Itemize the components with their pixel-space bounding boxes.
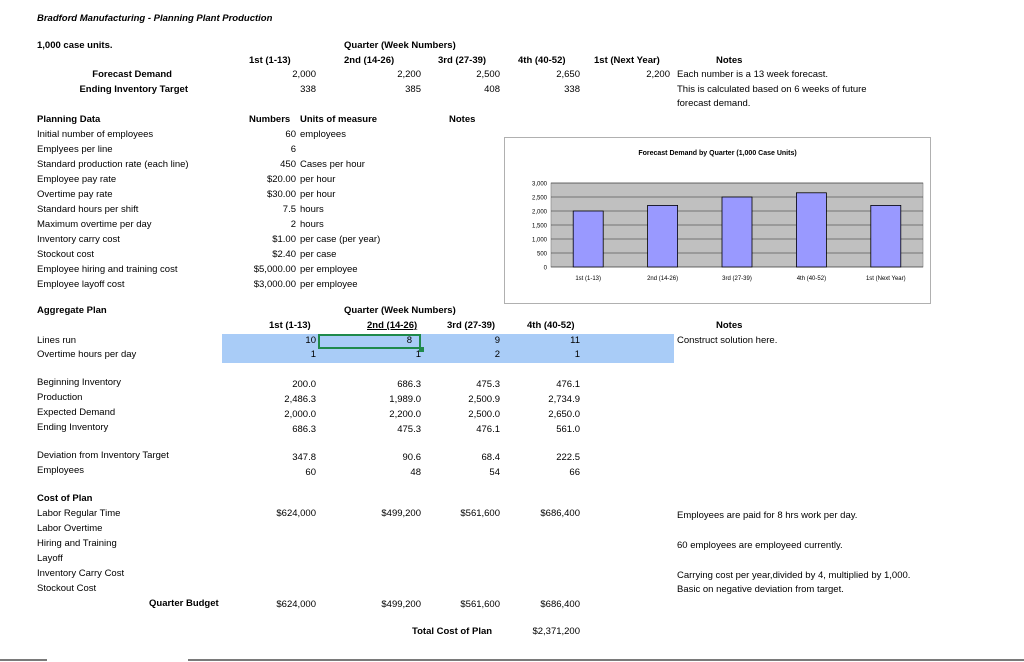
forecast-q3[interactable]: 2,500 [476, 69, 500, 80]
planning-row-unit: per case [300, 249, 337, 260]
overtime-label: Overtime hours per day [37, 349, 137, 360]
planning-row-value[interactable]: $1.00 [272, 234, 296, 245]
chart-bar [871, 205, 901, 267]
planning-row-value[interactable]: $30.00 [266, 189, 296, 200]
budget-q1[interactable]: $624,000 [276, 599, 316, 610]
q1-header: 1st (1-13) [249, 55, 291, 66]
agg-q1-header: 1st (1-13) [269, 320, 311, 331]
planning-row-label: Initial number of employees [37, 129, 154, 140]
chart-bar [648, 205, 678, 267]
chart-title: Forecast Demand by Quarter (1,000 Case Units) [638, 150, 797, 157]
budget-q3[interactable]: $561,600 [460, 599, 500, 610]
planning-row-unit: hours [300, 204, 324, 215]
employees-q2[interactable]: 48 [410, 467, 421, 478]
deviation-q3[interactable]: 68.4 [481, 452, 500, 463]
aggregate-notes-header: Notes [716, 320, 743, 331]
planning-row-unit: per employee [300, 264, 358, 275]
carry-note-1: Carrying cost per year,divided by 4, multiplied by 1,000. [677, 570, 911, 581]
budget-q4[interactable]: $686,400 [540, 599, 580, 610]
cost-title: Cost of Plan [37, 493, 93, 504]
planning-row-label: Stockout cost [37, 249, 95, 260]
production-q2[interactable]: 1,989.0 [389, 394, 421, 405]
lines-run-q2[interactable]: 8 [406, 335, 412, 346]
deviation-q1[interactable]: 347.8 [292, 452, 316, 463]
chart-ytick-label: 500 [536, 251, 547, 258]
expected-demand-q4[interactable]: 2,650.0 [548, 409, 580, 420]
ending-target-q2[interactable]: 385 [405, 84, 421, 95]
stockout-label: Stockout Cost [37, 583, 97, 594]
beginning-inventory-q4[interactable]: 476.1 [556, 379, 580, 390]
numbers-header: Numbers [249, 114, 291, 125]
deviation-label: Deviation from Inventory Target [37, 450, 169, 461]
planning-row-label: Maximum overtime per day [37, 219, 152, 230]
lines-run-q1[interactable]: 10 [305, 335, 316, 346]
ending-inventory-q4[interactable]: 561.0 [556, 424, 580, 435]
aggregate-quarter-header: Quarter (Week Numbers) [344, 305, 456, 316]
sheet-title: Bradford Manufacturing - Planning Plant Production [37, 13, 273, 24]
quarter-header: Quarter (Week Numbers) [344, 40, 456, 51]
ending-target-note-1: This is calculated based on 6 weeks of future [677, 84, 867, 95]
total-cost-label: Total Cost of Plan [412, 626, 493, 637]
forecast-q2[interactable]: 2,200 [397, 69, 421, 80]
q3-header: 3rd (27-39) [438, 55, 487, 66]
production-q3[interactable]: 2,500.9 [468, 394, 500, 405]
expected-demand-q3[interactable]: 2,500.0 [468, 409, 500, 420]
planning-row-unit: per case (per year) [300, 234, 381, 245]
planning-row-value[interactable]: 2 [290, 219, 296, 230]
planning-row-value[interactable]: 6 [290, 144, 296, 155]
planning-row-label: Employee layoff cost [37, 279, 125, 290]
chart-xtick-label: 1st (Next Year) [865, 276, 906, 282]
expected-demand-q2[interactable]: 2,200.0 [389, 409, 421, 420]
beginning-inventory-q2[interactable]: 686.3 [397, 379, 421, 390]
layoff-label: Layoff [37, 553, 63, 564]
overtime-q4[interactable]: 1 [574, 349, 580, 360]
planning-row-unit: per hour [300, 174, 336, 185]
planning-row-label: Standard hours per shift [37, 204, 139, 215]
planning-row-label: Emplyees per line [37, 144, 113, 155]
beginning-inventory-label: Beginning Inventory [37, 377, 121, 388]
planning-row-label: Overtime pay rate [37, 189, 113, 200]
next-year-header: 1st (Next Year) [594, 55, 660, 66]
regular-time-q4[interactable]: $686,400 [540, 508, 580, 519]
planning-row-unit: employees [300, 129, 346, 140]
regular-time-q1[interactable]: $624,000 [276, 508, 316, 519]
forecast-q4[interactable]: 2,650 [556, 69, 580, 80]
planning-row-label: Inventory carry cost [37, 234, 120, 245]
bottom-divider-left [0, 659, 47, 661]
lines-run-q4[interactable]: 11 [570, 335, 580, 346]
forecast-next-year[interactable]: 2,200 [646, 69, 670, 80]
overtime-q3[interactable]: 2 [494, 349, 500, 360]
production-label: Production [37, 392, 83, 403]
q2-header: 2nd (14-26) [344, 55, 395, 66]
planning-notes-header: Notes [449, 114, 476, 125]
chart-xtick-label: 3rd (27-39) [722, 276, 752, 282]
chart-ytick-label: 1,500 [531, 223, 547, 230]
bottom-divider-right [188, 659, 1024, 661]
planning-row-value[interactable]: $2.40 [272, 249, 296, 260]
forecast-q1[interactable]: 2,000 [292, 69, 316, 80]
planning-row-value[interactable]: 450 [280, 159, 296, 170]
beginning-inventory-q1[interactable]: 200.0 [292, 379, 316, 390]
chart-ytick-label: 2,500 [531, 195, 547, 202]
ending-target-note-2: forecast demand. [677, 98, 751, 109]
regular-time-note: Employees are paid for 8 hrs work per day. [677, 510, 858, 521]
agg-q2-header: 2nd (14-26) [367, 320, 418, 331]
deviation-q4[interactable]: 222.5 [556, 452, 580, 463]
hiring-label: Hiring and Training [37, 538, 117, 549]
chart-bar [796, 193, 826, 267]
employees-q1[interactable]: 60 [305, 467, 316, 478]
chart-ytick-label: 0 [543, 265, 547, 272]
ending-target-q3[interactable]: 408 [484, 84, 500, 95]
planning-row-value[interactable]: 7.5 [282, 204, 296, 215]
deviation-q2[interactable]: 90.6 [402, 452, 421, 463]
chart-ytick-label: 3,000 [531, 181, 547, 188]
planning-row-unit: hours [300, 219, 324, 230]
employees-q3[interactable]: 54 [489, 467, 500, 478]
production-q4[interactable]: 2,734.9 [548, 394, 580, 405]
forecast-note: Each number is a 13 week forecast. [677, 69, 829, 80]
units-note: 1,000 case units. [37, 40, 113, 51]
regular-time-q3[interactable]: $561,600 [460, 508, 500, 519]
planning-row-label: Employee pay rate [37, 174, 117, 185]
total-cost-value[interactable]: $2,371,200 [532, 626, 580, 637]
beginning-inventory-q3[interactable]: 475.3 [476, 379, 500, 390]
chart-xtick-label: 2nd (14-26) [647, 276, 679, 282]
planning-row-unit: per hour [300, 189, 336, 200]
chart-plot [505, 138, 930, 303]
employees-q4[interactable]: 66 [569, 467, 580, 478]
chart-ytick-label: 1,000 [531, 237, 547, 244]
lines-run-label: Lines run [37, 335, 77, 346]
production-q1[interactable]: 2,486.3 [284, 394, 316, 405]
ending-inventory-q3[interactable]: 476.1 [476, 424, 500, 435]
planning-row-label: Standard production rate (each line) [37, 159, 189, 170]
carry-label: Inventory Carry Cost [37, 568, 125, 579]
ending-target-q4[interactable]: 338 [564, 84, 580, 95]
agg-q4-header: 4th (40-52) [527, 320, 575, 331]
forecast-chart[interactable] [504, 137, 931, 304]
carry-note-2: Basic on negative deviation from target. [677, 584, 844, 595]
expected-demand-label: Expected Demand [37, 407, 116, 418]
planning-row-unit: Cases per hour [300, 159, 365, 170]
ending-inventory-q2[interactable]: 475.3 [397, 424, 421, 435]
construct-note: Construct solution here. [677, 335, 778, 346]
overtime-q2[interactable]: 1 [415, 349, 421, 360]
ending-inventory-label: Ending Inventory [37, 422, 109, 433]
budget-q2[interactable]: $499,200 [381, 599, 421, 610]
overtime-q1[interactable]: 1 [310, 349, 316, 360]
chart-bar [722, 197, 752, 267]
ending-target-q1[interactable]: 338 [300, 84, 316, 95]
chart-xtick-label: 1st (1-13) [575, 276, 602, 282]
notes-header: Notes [716, 55, 743, 66]
planning-row-value[interactable]: $20.00 [266, 174, 296, 185]
regular-time-label: Labor Regular Time [37, 508, 121, 519]
chart-bar [573, 211, 603, 267]
chart-xtick-label: 4th (40-52) [796, 276, 827, 282]
forecast-label: Forecast Demand [92, 69, 172, 80]
planning-row-label: Employee hiring and training cost [37, 264, 178, 275]
planning-row-value[interactable]: 60 [285, 129, 296, 140]
quarter-budget-label: Quarter Budget [149, 598, 219, 609]
planning-title: Planning Data [37, 114, 101, 125]
regular-time-q2[interactable]: $499,200 [381, 508, 421, 519]
agg-q3-header: 3rd (27-39) [447, 320, 496, 331]
planning-row-value[interactable]: $3,000.00 [253, 279, 296, 290]
q4-header: 4th (40-52) [518, 55, 566, 66]
ending-inventory-q1[interactable]: 686.3 [292, 424, 316, 435]
lines-run-q3[interactable]: 9 [494, 335, 500, 346]
chart-ytick-label: 2,000 [531, 209, 547, 216]
expected-demand-q1[interactable]: 2,000.0 [284, 409, 316, 420]
aggregate-title: Aggregate Plan [37, 305, 107, 316]
ending-target-label: Ending Inventory Target [79, 84, 188, 95]
planning-row-unit: per employee [300, 279, 358, 290]
employees-label: Employees [37, 465, 84, 476]
overtime-cost-label: Labor Overtime [37, 523, 103, 534]
planning-row-value[interactable]: $5,000.00 [253, 264, 296, 275]
hiring-note: 60 employees are employeed currently. [677, 540, 843, 551]
units-header: Units of measure [300, 114, 378, 125]
